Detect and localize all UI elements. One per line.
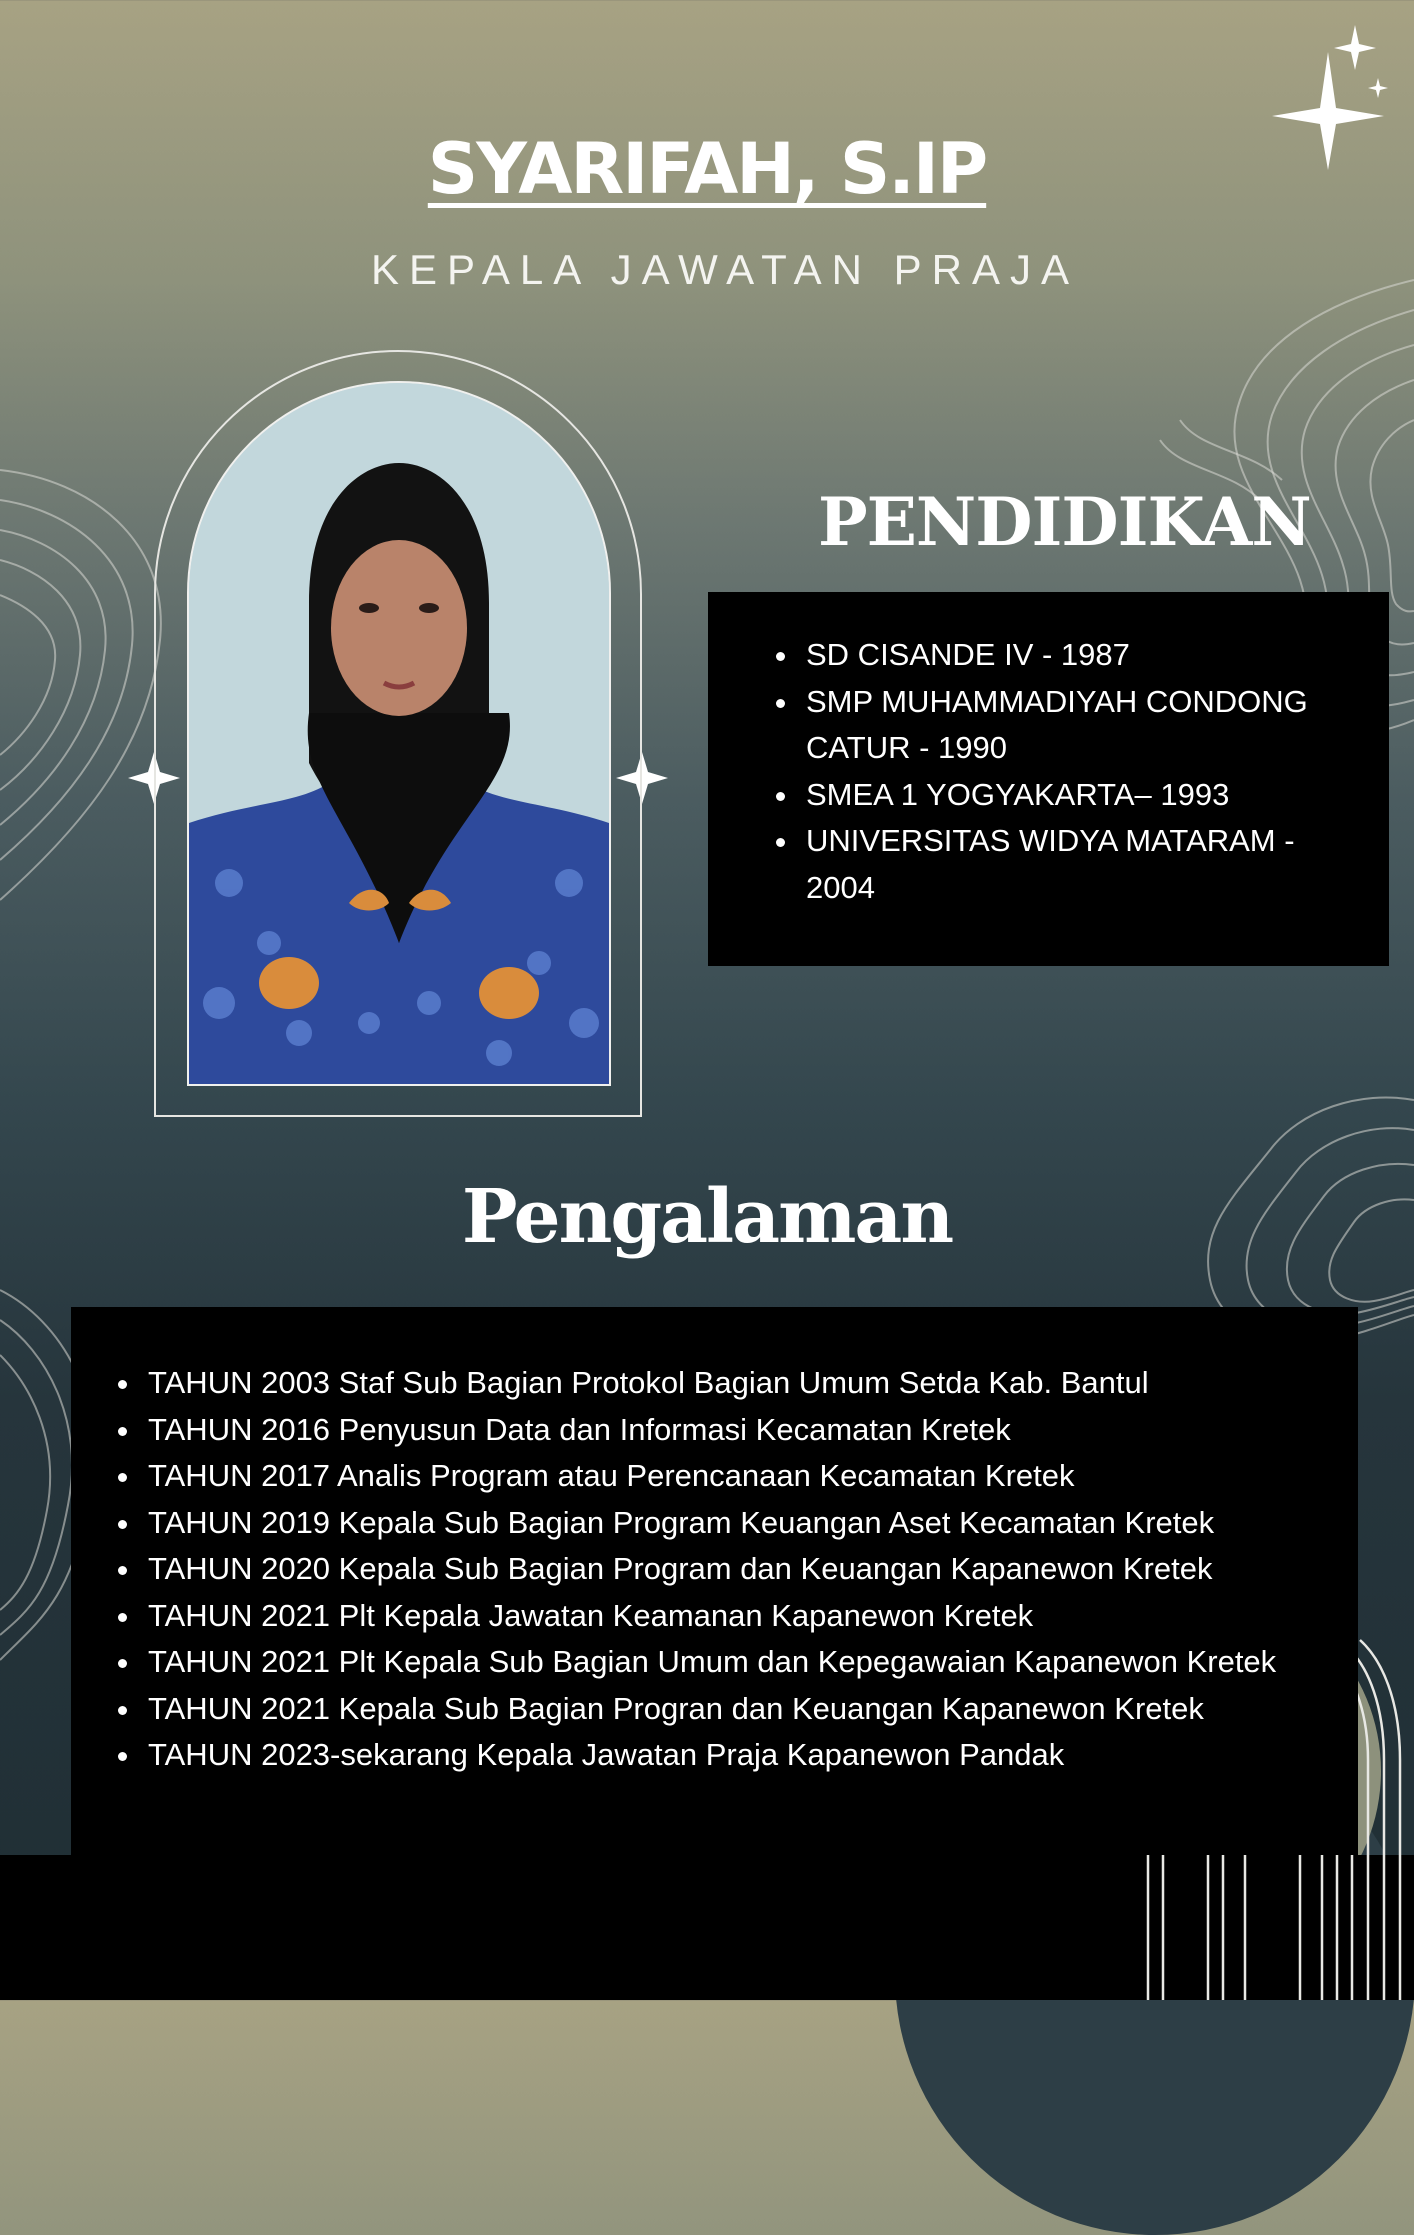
experience-panel bbox=[71, 1307, 1358, 1855]
list-item: TAHUN 2016 Penyusun Data dan Informasi Kecamatan Kretek bbox=[148, 1407, 1348, 1454]
experience-list bbox=[148, 1360, 1348, 1779]
list-item: TAHUN 2017 Analis Program atau Perencanaan Kecamatan Kretek bbox=[148, 1453, 1348, 1500]
list-item: SD CISANDE IV - 1987 bbox=[806, 632, 1366, 679]
profile-name: SYARIFAH, S.IP bbox=[427, 128, 987, 210]
list-item: TAHUN 2023-sekarang Kepala Jawatan Praja Kapanewon Pandak bbox=[148, 1732, 1348, 1779]
list-item: SMEA 1 YOGYAKARTA– 1993 bbox=[806, 772, 1366, 819]
list-item: UNIVERSITAS WIDYA MATARAM - 2004 bbox=[806, 818, 1366, 911]
photo-frame bbox=[187, 381, 611, 1086]
education-list bbox=[806, 632, 1366, 911]
portrait-photo-icon bbox=[189, 383, 609, 1084]
list-item: TAHUN 2021 Plt Kepala Sub Bagian Umum dan Kepegawaian Kapanewon Kretek bbox=[148, 1639, 1348, 1686]
list-item: TAHUN 2019 Kepala Sub Bagian Program Keuangan Aset Kecamatan Kretek bbox=[148, 1500, 1348, 1547]
profile-role: KEPALA JAWATAN PRAJA bbox=[370, 246, 1080, 293]
list-item: TAHUN 2021 Plt Kepala Jawatan Keamanan Kapanewon Kretek bbox=[148, 1593, 1348, 1640]
list-item: TAHUN 2003 Staf Sub Bagian Protokol Bagian Umum Setda Kab. Bantul bbox=[148, 1360, 1348, 1407]
footer-band bbox=[0, 1855, 1414, 2000]
education-panel bbox=[708, 592, 1389, 966]
education-title: PENDIDIKAN bbox=[818, 483, 1311, 561]
list-item: TAHUN 2020 Kepala Sub Bagian Program dan Keuangan Kapanewon Kretek bbox=[148, 1546, 1348, 1593]
list-item: TAHUN 2021 Kepala Sub Bagian Progran dan Keuangan Kapanewon Kretek bbox=[148, 1686, 1348, 1733]
list-item: SMP MUHAMMADIYAH CONDONG CATUR - 1990 bbox=[806, 679, 1366, 772]
experience-title: Pengalaman bbox=[461, 1174, 953, 1260]
